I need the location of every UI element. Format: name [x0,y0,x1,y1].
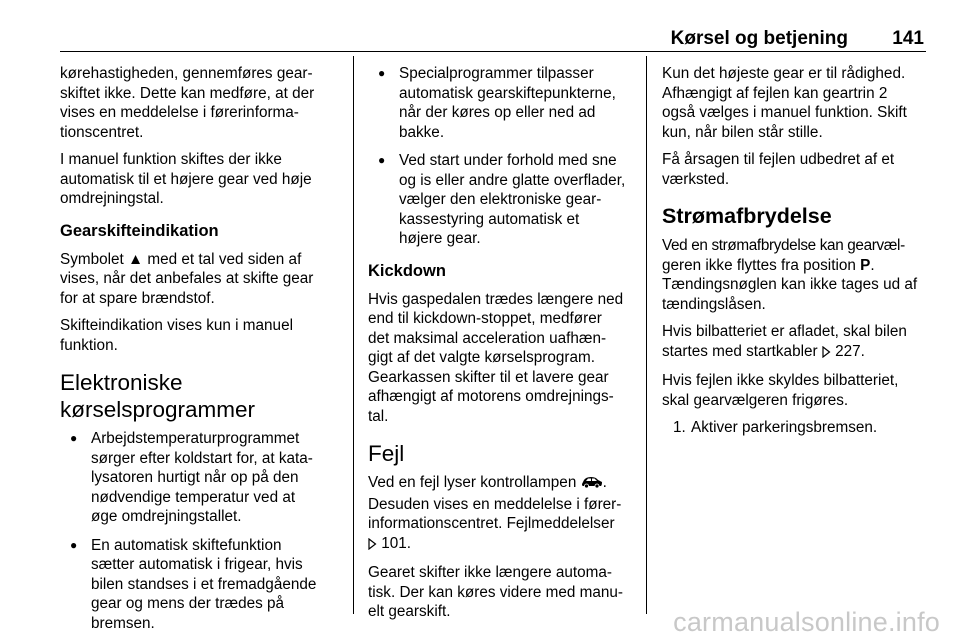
text-span: med et tal ved siden af [143,250,302,268]
text-line: lysatoren hurtigt når op på den [91,469,299,486]
list-item [60,536,346,634]
text-line: vælger den elektroniske gear- [399,191,602,208]
text-span: . [870,256,875,274]
list-item [368,64,638,142]
bullet-icon: ● [70,431,78,445]
heading-kickdown: Kickdown [368,261,446,280]
text-line: I manuel funktion skiftes der ikke [60,151,282,168]
text-line: Hvis bilbatteriet er afladet, skal bilen [662,323,907,340]
column-divider-2 [646,56,647,614]
text-line: nødvendige temperatur ved at [91,488,296,506]
text-line [662,342,930,364]
text-line: bremsen. [91,614,155,632]
text-line: Hvis fejlen ikke skyldes bilbatteriet, [662,372,899,389]
bullet-icon: ● [70,537,78,552]
text-span: Ved en fejl lyser kontrollampen [368,474,577,491]
upshift-arrow-icon: ▲ [128,250,144,268]
text-line [60,250,346,270]
header-rule [60,51,926,52]
text-line [368,473,638,495]
text-span: . [602,474,607,491]
paragraph-workshop [662,150,930,189]
text-span: geren ikke flyttes fra position [662,256,861,274]
text-span: Symbolet [60,250,124,268]
text-line: højere gear. [399,230,481,247]
text-line: bilen standses i et fremadgående [91,575,317,593]
text-line: elt gearskift. [368,603,451,620]
column-divider-1 [353,56,354,614]
text-line: sætter automatisk i frigear, hvis [91,556,303,573]
paragraph-symbol [60,250,346,309]
list-item [368,151,638,249]
text-line: og is eller andre glatte overflader, [399,171,626,189]
text-line: tisk. Der kan køres videre med manu- [368,583,624,601]
step-number: 1. [673,419,686,436]
text-line: for at spare brændstof. [60,289,215,307]
text-line: automatisk gearskiftepunkterne, [399,84,616,102]
page-ref-arrow-icon [368,536,377,556]
text-line: funktion. [60,336,118,354]
text-line: En automatisk skiftefunktion [91,536,282,554]
paragraph-indication-manual [60,316,346,355]
paragraph-kickdown [368,290,638,427]
text-line: Specialprogrammer tilpasser [399,65,594,82]
list-item [60,429,346,527]
text-line: også vælges i manuel funktion. Skift [662,104,907,121]
text-line: omdrejningstal. [60,190,164,207]
paragraph-fejl [368,473,638,555]
paragraph-shift-speed [60,64,346,142]
paragraph-manual-shift [368,563,638,622]
column-3 [662,64,930,438]
text-line: afhængigt af motorens omdrejnings- [368,388,614,405]
text-line: gigt af det valgte kørselsprogram. [368,349,596,366]
page-ref-arrow-icon [822,344,831,364]
text-line: skal gearvælgeren frigøres. [662,391,849,409]
page-reference: 227. [830,342,865,360]
text-line: vises en meddelelse i førerinforma- [60,104,299,121]
heading-fejl: Fejl [368,441,405,466]
text-line: Desuden vises en meddelelse i fører- [368,495,622,513]
text-line: tionscentret. [60,123,144,141]
heading-line: kørselsprogrammer [60,397,256,422]
paragraph-release-selector [662,371,930,410]
column-2 [368,64,638,630]
text-line: vises, når det anbefales at skifte gear [60,270,314,287]
text-line: Hvis gaspedalen trædes længere ned [368,290,624,308]
heading-elektroniske-korselsprogrammer [60,369,346,423]
text-line: kørehastigheden, gennemføres gear- [60,65,313,82]
text-line: Få årsagen til fejlen udbedret af et [662,151,895,168]
column-1 [60,64,346,642]
text-line: tændingslåsen. [662,295,766,313]
text-line: Ved en strømafbrydelse kan gearvæl- [662,237,905,254]
text-line: gear og mens der trædes på [91,595,285,612]
position-p-label: P [860,256,871,274]
paragraph-battery [662,322,930,363]
text-line: automatisk til et højere gear ved høje [60,170,312,188]
text-line: Kun det højeste gear er til rådighed. [662,65,906,82]
text-line [368,534,638,556]
watermark: carmanualsonline.info [673,607,940,637]
page-reference: 101. [377,534,412,552]
text-line: bakke. [399,123,445,141]
text-line: skiftet ikke. Dette kan medføre, at der [60,84,315,102]
paragraph-manual-mode [60,150,346,209]
text-line: Afhængigt af fejlen kan geartrin 2 [662,84,888,102]
text-line: informationscentret. Fejlmeddelelser [368,515,615,532]
text-line: Ved start under forhold med sne [399,152,617,169]
heading-stromafbrydelse: Strømafbrydelse [662,204,832,228]
text-line: Arbejdstemperaturprogrammet [91,430,300,447]
text-line: værksted. [662,170,730,188]
paragraph-highest-gear [662,64,930,142]
text-line: Gearet skifter ikke længere automa- [368,564,613,581]
page-number: 141 [892,28,924,49]
text-line: tal. [368,407,389,425]
bullet-icon: ● [378,66,386,80]
bullet-icon: ● [378,153,386,167]
text-line: kassestyring automatisk et [399,210,580,228]
numbered-step [662,418,930,438]
text-line: kun, når bilen står stille. [662,123,823,141]
header-title: Kørsel og betjening [670,28,848,49]
text-line: øge omdrejningstallet. [91,508,242,525]
heading-line: Elektroniske [60,370,183,395]
paragraph-power-failure [662,236,930,314]
text-line: Skifteindikation vises kun i manuel [60,317,293,334]
text-line [662,256,930,276]
text-line: når der køres op eller ned ad [399,104,596,121]
text-line: Tændingsnøglen kan ikke tages ud af [662,276,918,293]
text-line: sørger efter koldstart for, at kata- [91,449,313,467]
text-line: det maksimal acceleration uafhæn- [368,329,607,347]
text-span: startes med startkabler [662,342,818,360]
step-text: Aktiver parkeringsbremsen. [691,419,878,436]
gearbox-warning-car-icon [581,475,603,495]
heading-gearskifteindikation: Gearskifteindikation [60,221,219,240]
text-line: end til kickdown-stoppet, medfører [368,310,602,327]
text-line: Gearkassen skifter til et lavere gear [368,368,609,386]
